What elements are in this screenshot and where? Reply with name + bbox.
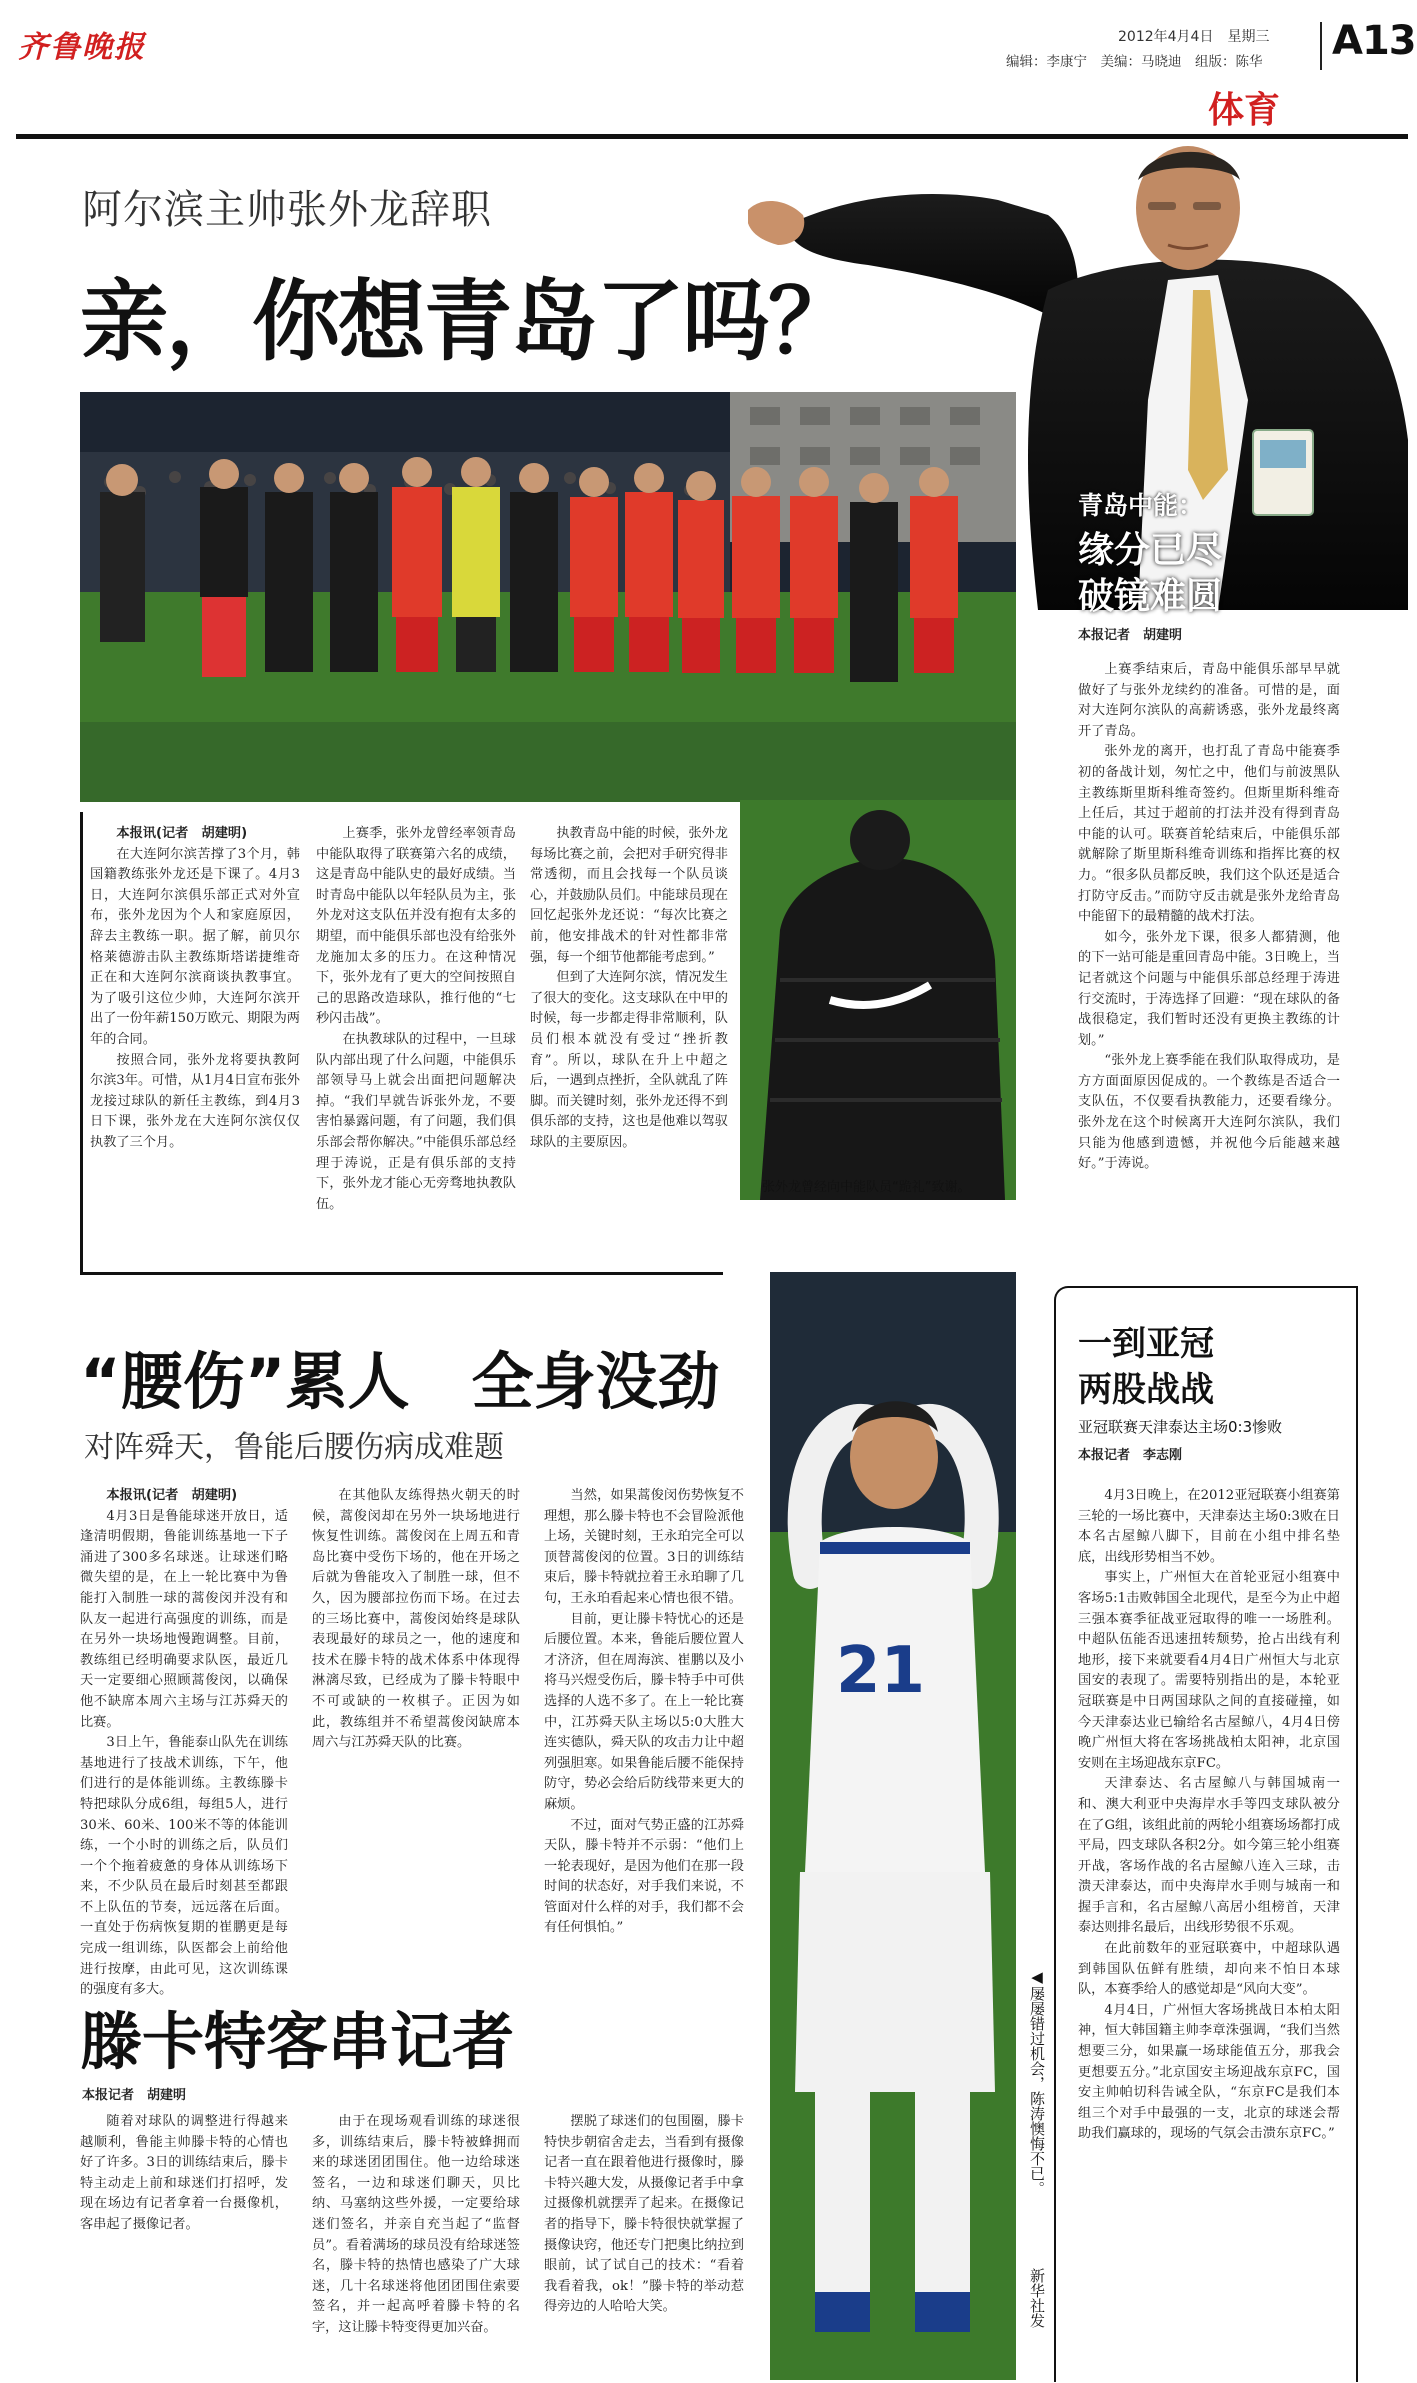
story3-subhead: 对阵舜天，鲁能后腰伤病成难题 bbox=[84, 1430, 504, 1465]
story1-para: 但到了大连阿尔滨，情况发生了很大的变化。这支球队在中甲的时候，每一步都走得非常顺利，队员们根本就没有受过“挫折教育”。所以，球队在升上中超之后，一遇到点挫折，全队就乱了阵脚。而关键时刻，张外龙还得不到俱乐部的支持，这也是他难以驾驭球队的主要原因。 bbox=[530, 970, 728, 1150]
story2-byline: 本报记者 胡建明 bbox=[1078, 628, 1183, 643]
story3-para: 不过，面对气势正盛的江苏舜天队，滕卡特并不示弱：“他们上一轮表现好，是因为他们在那一段时间的状态好，对手我们来说，不管面对什么样的对手，我们都不会有任何惧怕。” bbox=[544, 1817, 744, 1936]
story1-byline: 本报讯(记者 胡建明) bbox=[116, 826, 248, 841]
side-caption bbox=[1024, 1968, 1046, 2196]
story2-para: 如今，张外龙下课，很多人都猜测，他的下一站可能是重回青岛中能。3日晚上，当记者就这个问题与中能俱乐部总经理于涛进行交流时，于涛选择了回避：“现在球队的备战很稳定，我们暂时还没有更换主教练的计划。” bbox=[1078, 929, 1340, 1048]
photo-credit bbox=[1024, 2268, 1046, 2328]
player-illustration bbox=[770, 1272, 1016, 2380]
story5-para: 天津泰达、名古屋鲸八与韩国城南一和、澳大利亚中央海岸水手等四支球队被分在了G组，该组此前的两轮小组赛场场都打成平局，四支球队各积2分。如今第三轮小组赛开战，客场作战的名古屋鲸八连入三球，击溃天津泰达，而中央海岸水手则与城南一和握手言和，名古屋鲸八高居小组榜首，天津泰达则排名最后，出线形势很不乐观。 bbox=[1078, 1776, 1340, 1936]
story1-para: 按照合同，张外龙将要执教阿尔滨3年。可惜，从1月4日宣布张外龙接过球队的新任主教练，到4月3日下课，张外龙在大连阿尔滨仅仅执教了三个月。 bbox=[90, 1052, 300, 1150]
jersey-number: 21 bbox=[836, 1634, 926, 1708]
coach-back-photo-caption: 张外龙曾经向中能队员“跪礼”致谢。 bbox=[762, 1180, 971, 1195]
story1-col1 bbox=[90, 824, 300, 1154]
story2-headline-line2: 破镜难圆 bbox=[1078, 576, 1223, 617]
masthead bbox=[0, 0, 1417, 140]
player-chen-tao-photo bbox=[770, 1272, 1016, 2380]
story2-headline-line1: 缘分已尽 bbox=[1078, 530, 1223, 571]
story1-headline: 亲，你想青岛了吗？ bbox=[80, 270, 855, 373]
story4-para: 摆脱了球迷们的包围圈，滕卡特快步朝宿舍走去，当看到有摄像记者一直在跟着他进行摄像时，滕卡特兴趣大发，从摄像记者手中拿过摄像机就摆弄了起来。在摄像记者的指导下，滕卡特很快就掌握了摄像诀窍，他还专门把奥比纳拉到眼前，试了试自己的技术：“看着我看着我，ok！”滕卡特的举动惹得旁边的人哈哈大笑。 bbox=[544, 2114, 744, 2315]
story4-col2 bbox=[312, 2112, 520, 2339]
story1-para: 上赛季，张外龙曾经率领青岛中能队取得了联赛第六名的成绩，这是青岛中能队史的最好成绩。当时青岛中能队以年轻队员为主，张外龙对这支队伍并没有抱有太多的期望，而中能俱乐部也没有给张外龙施加太多的压力。在这种情况下，张外龙有了更大的空间按照自己的思路改造球队，推行他的“七秒闪击战”。 bbox=[316, 826, 516, 1027]
story3-para: 目前，更让滕卡特忧心的还是后腰位置。本来，鲁能后腰位置人才济济，但在周海滨、崔鹏以及小将马兴煜受伤后，滕卡特手中可供选择的人选不多了。在上一轮比赛中，江苏舜天队主场以5:0大胜大连实德队，舜天队的攻击力让中超列强胆寒。如果鲁能后腰不能保持防守，势必会给后防线带来更大的麻烦。 bbox=[544, 1611, 744, 1812]
newspaper-logo: 齐鲁晚报 bbox=[18, 30, 146, 65]
story2-body bbox=[1078, 660, 1340, 1175]
story4-para: 随着对球队的调整进行得越来越顺利，鲁能主帅滕卡特的心情也好了许多。3日的训练结束后，滕卡特主动走上前和球迷们打招呼，发现在场边有记者拿着一台摄像机，客串起了摄像记者。 bbox=[80, 2114, 288, 2232]
side-caption-text: ◀屡屡错过机会，陈涛懊悔不已。 bbox=[1028, 1968, 1046, 2196]
story3-byline: 本报讯(记者 胡建明) bbox=[106, 1488, 238, 1503]
story3-col2 bbox=[312, 1486, 520, 1754]
masthead-rule bbox=[16, 134, 1408, 139]
story1-col3 bbox=[530, 824, 728, 1154]
story5-headline-line1: 一到亚冠 bbox=[1078, 1324, 1214, 1364]
story5-body bbox=[1078, 1486, 1340, 2145]
story4-col3 bbox=[544, 2112, 744, 2318]
story4-byline: 本报记者 胡建明 bbox=[82, 2088, 187, 2103]
story5-para: 4月3日晚上，在2012亚冠联赛小组赛第三轮的一场比赛中，天津泰达主场0:3败在日本名古屋鲸八脚下，目前在小组中排名垫底，出线形势相当不妙。 bbox=[1078, 1488, 1340, 1565]
coach-back-illustration bbox=[740, 800, 1016, 1200]
page-number: A13 bbox=[1332, 18, 1416, 64]
story1-kicker: 阿尔滨主帅张外龙辞职 bbox=[82, 187, 492, 233]
story1-para: 执教青岛中能的时候，张外龙每场比赛之前，会把对手研究得非常透彻，而且会找每一个队员谈心，并鼓励队员们。中能球员现在回忆起张外龙还说：“每次比赛之前，他安排战术的针对性都非常强，每一个细节他都能考虑到。” bbox=[530, 826, 728, 965]
story1-para: 在大连阿尔滨苦撑了3个月，韩国籍教练张外龙还是下课了。4月3日，大连阿尔滨俱乐部正式对外宣布，张外龙因为个人和家庭原因，辞去主教练一职。据了解，前贝尔格莱德游击队主教练斯塔诺捷维奇正在和大连阿尔滨商谈执教事宜。为了吸引这位少帅，大连阿尔滨开出了一份年薪150万欧元、期限为两年的合同。 bbox=[90, 846, 300, 1047]
story2-para: 上赛季结束后，青岛中能俱乐部早早就做好了与张外龙续约的准备。可惜的是，面对大连阿尔滨队的高薪诱惑，张外龙最终离开了青岛。 bbox=[1078, 662, 1340, 739]
story4-headline: 滕卡特客串记者 bbox=[80, 2005, 515, 2078]
story3-headline: “腰伤”累人 全身没劲 bbox=[80, 1345, 720, 1418]
story1-col2 bbox=[316, 824, 516, 1215]
team-bow-illustration bbox=[80, 392, 1016, 802]
coach-back-photo bbox=[740, 800, 1016, 1200]
photo-credit-text: 新华社发 bbox=[1028, 2268, 1046, 2328]
story5-subhead: 亚冠联赛天津泰达主场0:3惨败 bbox=[1078, 1418, 1283, 1436]
story3-para: 4月3日是鲁能球迷开放日，适逢清明假期，鲁能训练基地一下子涌进了300多名球迷。让球迷们略微失望的是，在上一轮比赛中为鲁能打入制胜一球的蒿俊闵并没有和队友一起进行高强度的训练，而是在另外一块场地慢跑调整。目前，教练组已经明确要求队医，最近几天一定要细心照顾蒿俊闵，以确保他不缺席本周六主场与江苏舜天的比赛。 bbox=[80, 1508, 288, 1730]
story3-para: 当然，如果蒿俊闵伤势恢复不理想，那么滕卡特也不会冒险派他上场，关键时刻，王永珀完全可以顶替蒿俊闵的位置。3日的训练结束后，滕卡特就拉着王永珀聊了几句，王永珀看起来心情也很不错。 bbox=[544, 1488, 744, 1606]
story5-para: 事实上，广州恒大在首轮亚冠小组赛中客场5:1击败韩国全北现代，是至今为止中超三强本赛季征战亚冠取得的唯一一场胜利。中超队伍能否迅速扭转颓势，抢占出线有利地形，接下来就要看4月4日广州恒大与北京国安的表现了。需要特别指出的是，本轮亚冠联赛是中日两国球队之间的直接碰撞，如今天津泰达业已输给名古屋鲸八，4月4日傍晚广州恒大将在客场挑战柏太阳神，北京国安则在主场迎战东京FC。 bbox=[1078, 1570, 1340, 1771]
section-label: 体育 bbox=[1208, 90, 1281, 131]
story5-byline: 本报记者 李志刚 bbox=[1078, 1448, 1183, 1463]
story3-col3 bbox=[544, 1486, 744, 1939]
masthead-editors: 编辑：李康宁 美编：马晓迪 组版：陈华 bbox=[1006, 54, 1263, 70]
team-bow-photo bbox=[80, 392, 1016, 802]
story3-para: 3日上午，鲁能泰山队先在训练基地进行了技战术训练，下午，他们进行的是体能训练。主教练滕卡特把球队分成6组，每组5人，进行30米、60米、100米不等的体能训练，一个小时的训练之后，队员们一个个拖着疲惫的身体从训练场下来，不少队员在最后时刻甚至都跟不上队伍的节奏，远远落在后面。一直处于伤病恢复期的崔鹏更是每完成一组训练，队医都会上前给他进行按摩，由此可见，这次训练课的强度有多大。 bbox=[80, 1735, 288, 1998]
story1-para: 在执教球队的过程中，一旦球队内部出现了什么问题，中能俱乐部领导马上就会出面把问题解决掉。“我们早就告诉张外龙，不要害怕暴露问题，有了问题，我们俱乐部会帮你解决。”中能俱乐部总经理于涛说，正是有俱乐部的支持下，张外龙才能心无旁骛地执教队伍。 bbox=[316, 1031, 516, 1212]
story3-col1 bbox=[80, 1486, 288, 2001]
story2-kicker: 青岛中能： bbox=[1078, 491, 1204, 520]
masthead-date: 2012年4月4日 星期三 bbox=[1118, 29, 1270, 45]
story5-para: 在此前数年的亚冠联赛中，中超球队遇到韩国队伍鲜有胜绩，却向来不怕日本球队，本赛季给人的感觉却是“风向大变”。 bbox=[1078, 1941, 1340, 1998]
masthead-divider-vertical bbox=[1320, 22, 1322, 70]
story5-para: 4月4日，广州恒大客场挑战日本柏太阳神，恒大韩国籍主帅李章洙强调，“我们当然想要三分，如果赢一场球能值五分，那我会更想要五分。”北京国安主场迎战东京FC，国安主帅帕切科告诫全队，“东京FC是我们本组三个对手中最强的一支，北京的球迷会帮助我们赢球的，现场的气氛会击溃东京FC。” bbox=[1078, 2002, 1340, 2142]
story3-para: 在其他队友练得热火朝天的时候，蒿俊闵却在另外一块场地进行恢复性训练。蒿俊闵在上周五和青岛比赛中受伤下场的，他在开场之后就为鲁能攻入了制胜一球，但不久，因为腰部拉伤而下场。在过去的三场比赛中，蒿俊闵始终是球队表现最好的球员之一，他的速度和技术在滕卡特的战术体系中体现得淋漓尽致，已经成为了滕卡特眼中不可或缺的一枚棋子。正因为如此，教练组并不希望蒿俊闵缺席本周六与江苏舜天队的比赛。 bbox=[312, 1488, 520, 1751]
story4-para: 由于在现场观看训练的球迷很多，训练结束后，滕卡特被蜂拥而来的球迷团团围住。他一边给球迷签名，一边和球迷们聊天，贝比纳、马塞纳这些外援，一定要给球迷们签名，并亲自充当起了“监督员”。看着满场的球员没有给球迷签名，滕卡特的热情也感染了广大球迷，几十名球迷将他团团围住索要签名，并一起高呼着滕卡特的名字，这让滕卡特变得更加兴奋。 bbox=[312, 2114, 520, 2335]
story5-headline-line2: 两股战战 bbox=[1078, 1370, 1214, 1410]
story2-para: 张外龙的离开，也打乱了青岛中能赛季初的备战计划，匆忙之中，他们与前波黑队主教练斯里斯科维奇签约。但斯里斯科维奇上任后，其过于超前的打法并没有得到青岛中能的认可。联赛首轮结束后，中能俱乐部就解除了斯里斯科维奇训练和指挥比赛的权力。“很多队员都反映，我们这个队还是适合打防守反击。”而防守反击就是张外龙给青岛中能留下的最精髓的战术打法。 bbox=[1078, 744, 1340, 925]
story2-para: “张外龙上赛季能在我们队取得成功，是方方面面原因促成的。一个教练是否适合一支队伍，不仅要看执教能力，还要看缘分。张外龙在这个时候离开大连阿尔滨队，我们只能为他感到遗憾，并祝他今后能越来越好。”于涛说。 bbox=[1078, 1053, 1340, 1172]
story4-col1 bbox=[80, 2112, 288, 2236]
